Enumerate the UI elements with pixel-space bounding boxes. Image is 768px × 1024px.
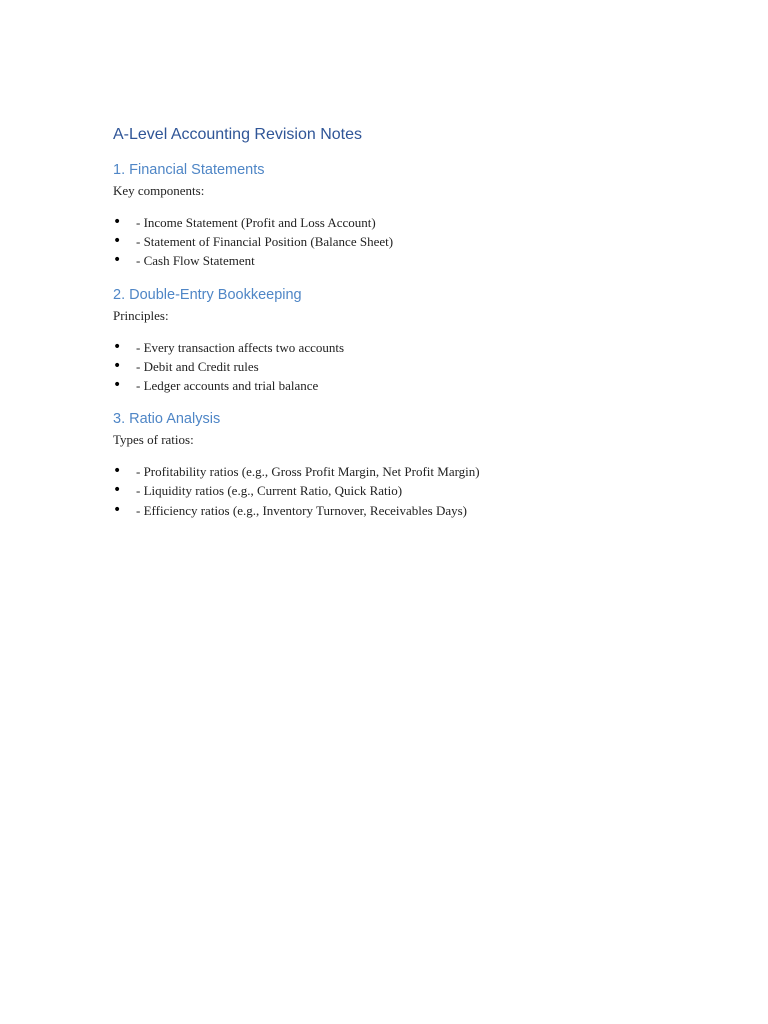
list-item-text: - Efficiency ratios (e.g., Inventory Turnover, Receivables Days)	[136, 502, 468, 518]
bullet-icon: •	[113, 338, 122, 355]
section-heading: 3. Ratio Analysis	[113, 411, 221, 428]
document-title: A-Level Accounting Revision Notes	[113, 126, 363, 143]
bullet-icon: •	[113, 482, 122, 499]
list-item-text: - Debit and Credit rules	[136, 358, 259, 374]
section-heading: 2. Double-Entry Bookkeeping	[113, 286, 302, 303]
list-item-text: - Profitability ratios (e.g., Gross Profit Margin, Net Profit Margin)	[136, 464, 480, 480]
document-body	[113, 124, 673, 534]
section-intro: Principles:	[113, 307, 169, 323]
list-item	[113, 232, 673, 251]
list-item-text: - Income Statement (Profit and Loss Account)	[136, 215, 376, 230]
list-item	[113, 376, 673, 395]
section-financial-statements	[113, 160, 673, 271]
section-heading: 1. Financial Statements	[113, 162, 265, 178]
list-item	[113, 251, 673, 270]
section-intro: Types of ratios:	[113, 432, 194, 448]
bullet-icon: •	[113, 463, 122, 480]
bullet-icon: •	[113, 252, 122, 269]
list-item	[113, 462, 673, 481]
section-intro: Key components:	[113, 183, 205, 198]
bullet-list	[113, 338, 673, 396]
bullet-list	[113, 462, 673, 520]
list-item-text: - Ledger accounts and trial balance	[136, 378, 319, 394]
bullet-icon: •	[113, 501, 122, 518]
list-item	[113, 501, 673, 520]
list-item-text: - Every transaction affects two accounts	[136, 339, 345, 355]
list-item	[113, 338, 673, 357]
bullet-icon: •	[113, 377, 122, 394]
list-item	[113, 481, 673, 500]
bullet-icon: •	[113, 233, 122, 250]
bullet-icon: •	[113, 357, 122, 374]
list-item-text: - Liquidity ratios (e.g., Current Ratio, Quick Ratio)	[136, 483, 403, 499]
list-item	[113, 213, 673, 232]
list-item-text: - Statement of Financial Position (Balance Sheet)	[136, 234, 394, 250]
section-ratio-analysis	[113, 409, 673, 520]
bullet-icon: •	[113, 214, 122, 230]
list-item	[113, 357, 673, 376]
bullet-list	[113, 213, 673, 271]
section-double-entry-bookkeeping	[113, 285, 673, 396]
list-item-text: - Cash Flow Statement	[136, 253, 255, 269]
